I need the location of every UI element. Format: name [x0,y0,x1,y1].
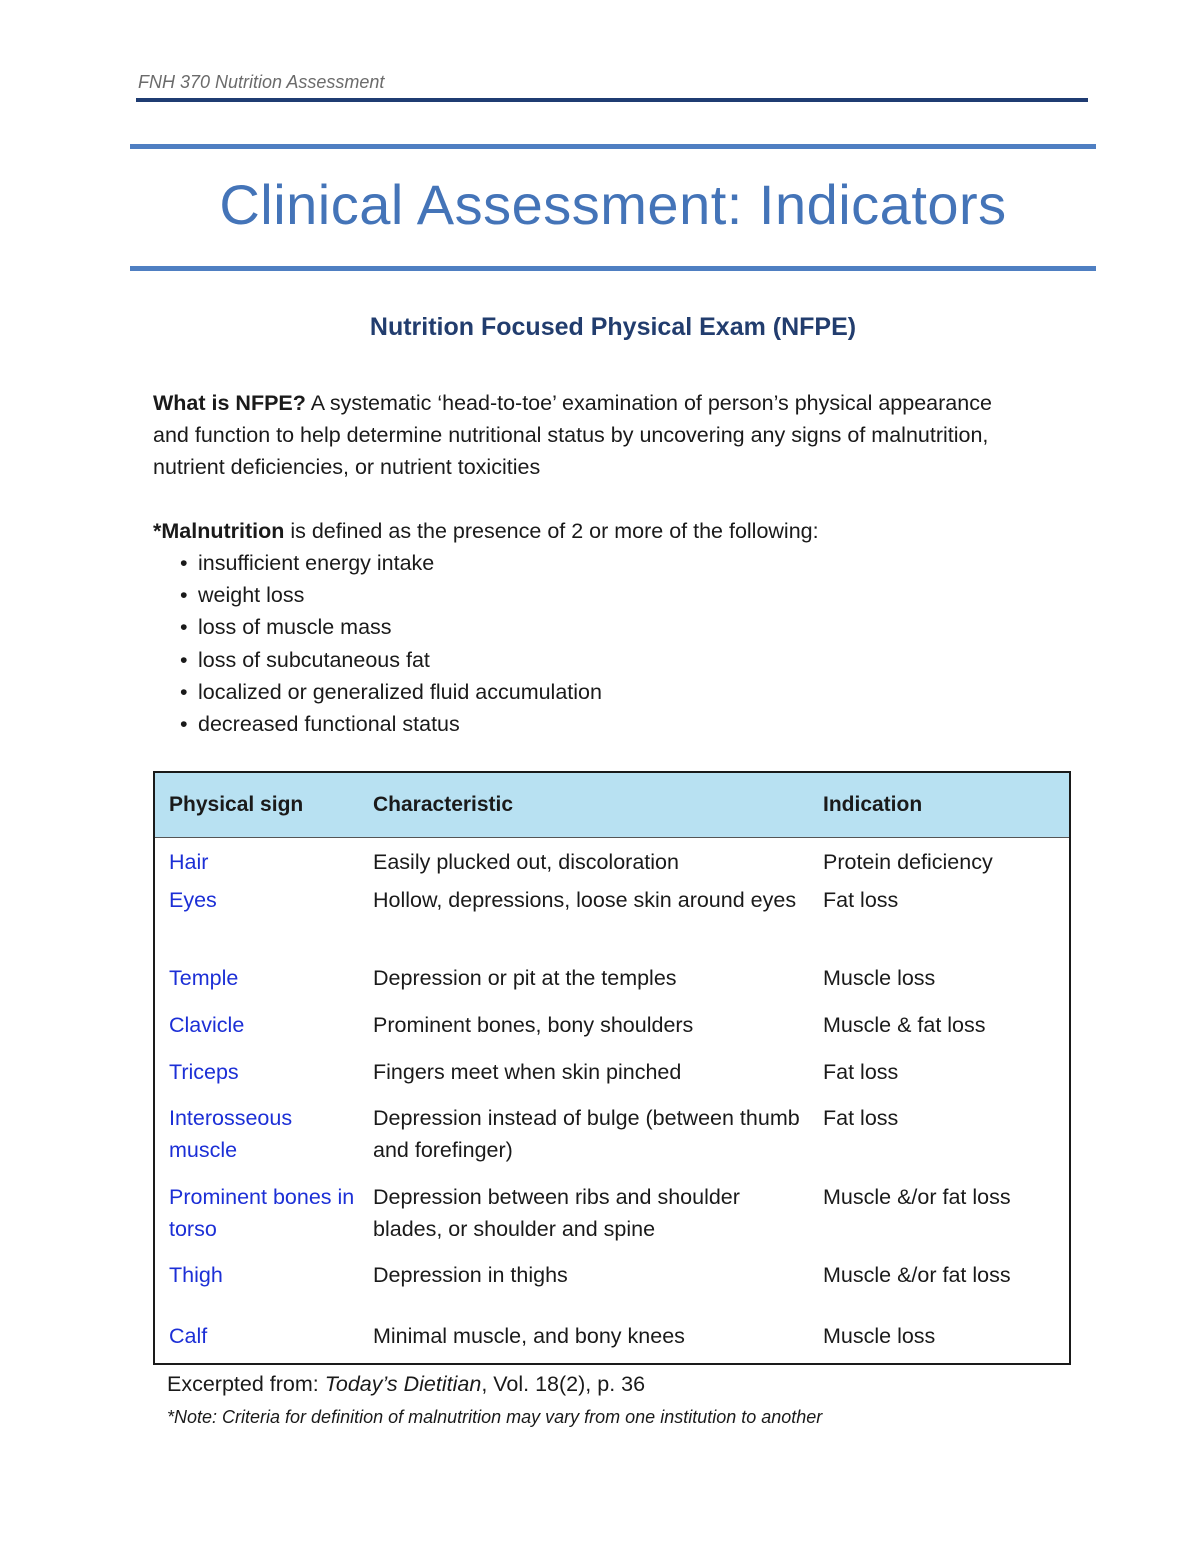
table-row [154,1102,1070,1181]
table-row [154,1181,1070,1259]
physical-signs-table [153,771,1071,1365]
cell-characteristic: Depression instead of bulge (between thumb and forefinger) [373,1105,800,1162]
criteria-item: • loss of subcutaneous fat [180,644,602,676]
table-row [154,838,1070,884]
criteria-item: • loss of muscle mass [180,611,602,643]
malnutrition-text: is defined as the presence of 2 or more of the following: [284,519,819,543]
source-suffix: , Vol. 18(2), p. 36 [481,1372,646,1396]
header-divider [136,98,1088,102]
criteria-item: • insufficient energy intake [180,547,602,579]
table-row [154,884,1070,962]
footnote: *Note: Criteria for definition of malnutrition may vary from one institution to another [167,1407,823,1427]
cell-physical-sign: Eyes [169,887,217,912]
nfpe-definition-text: A systematic ‘head-to-toe’ examination of person’s physical appearance and function to help determine nutritional status by uncovering any signs of malnutrition, nutrient deficiencies, or nutrient toxicities [153,391,992,479]
cell-indication: Muscle loss [823,965,936,990]
cell-indication: Muscle &/or fat loss [823,1184,1011,1209]
cell-physical-sign: Triceps [169,1059,239,1084]
cell-physical-sign: Thigh [169,1262,223,1287]
table-header-row [154,772,1070,838]
criteria-item: • localized or generalized fluid accumulation [180,676,602,708]
section-subtitle: Nutrition Focused Physical Exam (NFPE) [369,313,857,341]
nfpe-definition-label: What is NFPE? [153,391,306,415]
cell-indication: Muscle &/or fat loss [823,1262,1011,1287]
cell-physical-sign: Temple [169,965,239,990]
malnutrition-label: *Malnutrition [153,519,285,543]
cell-characteristic: Prominent bones, bony shoulders [373,1012,694,1037]
table-row [154,1259,1070,1320]
cell-physical-sign: Calf [169,1323,208,1348]
page-title: Clinical Assessment: Indicators [219,173,1007,236]
cell-characteristic: Fingers meet when skin pinched [373,1059,682,1084]
cell-physical-sign: Interosseous muscle [169,1105,293,1162]
malnutrition-definition [153,515,1053,547]
source-publication: Today’s Dietitian [324,1372,482,1396]
cell-characteristic: Easily plucked out, discoloration [373,850,679,874]
running-header: FNH 370 Nutrition Assessment [138,72,385,92]
cell-characteristic: Depression in thighs [373,1262,568,1287]
title-rule-top [130,144,1096,149]
cell-physical-sign: Clavicle [169,1012,245,1037]
column-header-characteristic: Characteristic [359,772,809,838]
cell-indication: Muscle loss [823,1323,936,1348]
column-header-physical-sign: Physical sign [154,772,359,838]
cell-indication: Fat loss [823,887,899,912]
malnutrition-criteria-list [180,547,602,740]
nfpe-definition [153,387,1033,483]
table-row [154,962,1070,1009]
cell-characteristic: Depression or pit at the temples [373,965,677,990]
source-citation [167,1372,645,1397]
table-row [154,1320,1070,1364]
cell-characteristic: Minimal muscle, and bony knees [373,1323,685,1348]
cell-physical-sign: Hair [169,850,209,874]
column-header-indication: Indication [809,772,1070,838]
cell-indication: Protein deficiency [823,850,993,874]
cell-indication: Fat loss [823,1105,899,1130]
table-row [154,1056,1070,1102]
cell-indication: Fat loss [823,1059,899,1084]
criteria-item: • decreased functional status [180,708,602,740]
table-row [154,1009,1070,1056]
cell-characteristic: Depression between ribs and shoulder blades, or shoulder and spine [373,1184,740,1241]
title-rule-bottom [130,266,1096,271]
cell-characteristic: Hollow, depressions, loose skin around eyes [373,887,797,912]
cell-indication: Muscle & fat loss [823,1012,986,1037]
criteria-item: • weight loss [180,579,602,611]
cell-physical-sign: Prominent bones in torso [169,1184,355,1241]
source-prefix: Excerpted from: [167,1372,325,1396]
